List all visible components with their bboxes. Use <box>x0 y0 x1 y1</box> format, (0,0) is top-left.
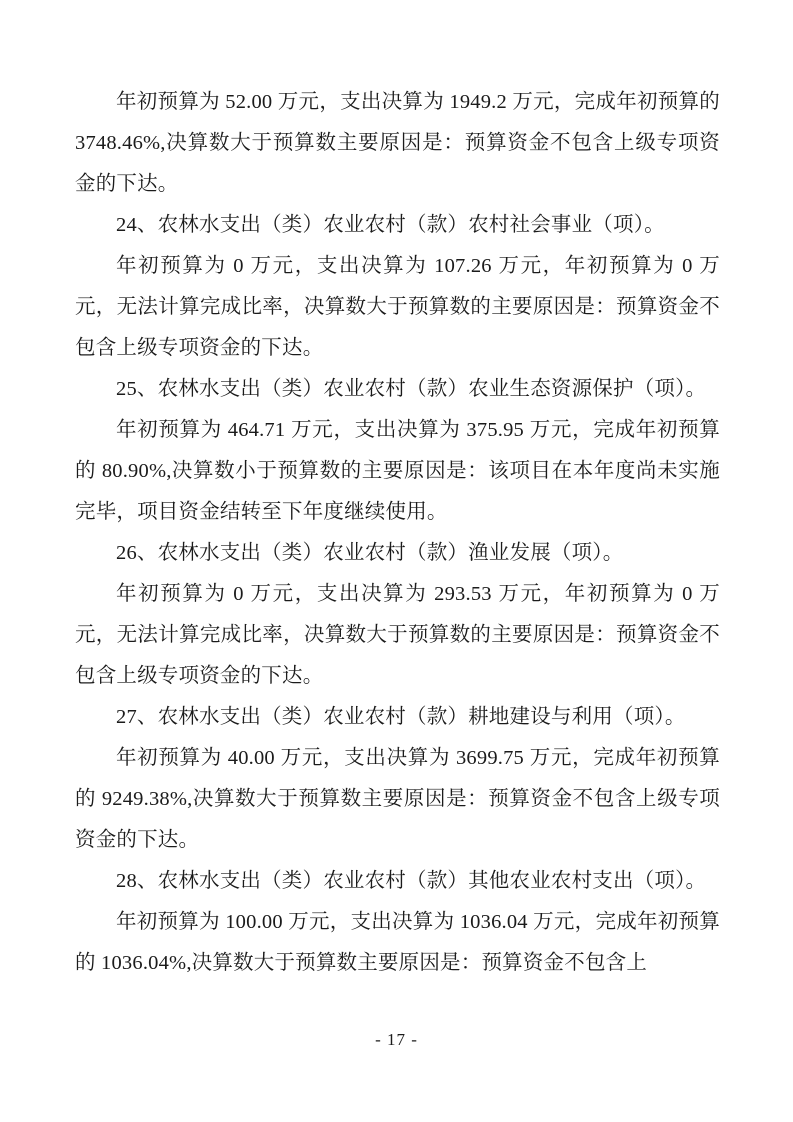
paragraph: 25、农林水支出（类）农业农村（款）农业生态资源保护（项）。 <box>116 378 707 400</box>
paragraph: 年初预算为 0 万元，支出决算为 293.53 万元，年初预算为 0 万元，无法计算完成比率，决算数大于预算数的主要原因是：预算资金不包含上级专项资金的下达。 <box>75 583 720 687</box>
page-number: - 17 - <box>375 1030 418 1049</box>
paragraph: 28、农林水支出（类）农业农村（款）其他农业农村支出（项）。 <box>116 870 707 892</box>
paragraph: 年初预算为 464.71 万元，支出决算为 375.95 万元，完成年初预算的 80.90%,决算数小于预算数的主要原因是：该项目在本年度尚未实施完毕，项目资金结转至下年度继续使用。 <box>75 419 720 523</box>
paragraph: 26、农林水支出（类）农业农村（款）渔业发展（项）。 <box>116 542 624 564</box>
paragraph: 27、农林水支出（类）农业农村（款）耕地建设与利用（项）。 <box>116 706 686 728</box>
paragraph: 年初预算为 40.00 万元，支出决算为 3699.75 万元，完成年初预算的 9249.38%,决算数大于预算数主要原因是：预算资金不包含上级专项资金的下达。 <box>75 747 720 851</box>
paragraph: 年初预算为 100.00 万元，支出决算为 1036.04 万元，完成年初预算的 1036.04%,决算数大于预算数主要原因是：预算资金不包含上 <box>75 911 720 974</box>
paragraph: 年初预算为 0 万元，支出决算为 107.26 万元，年初预算为 0 万元，无法计算完成比率，决算数大于预算数的主要原因是：预算资金不包含上级专项资金的下达。 <box>75 255 720 359</box>
paragraph: 24、农林水支出（类）农业农村（款）农村社会事业（项）。 <box>116 214 665 236</box>
document-body <box>75 82 720 984</box>
paragraph: 年初预算为 52.00 万元，支出决算为 1949.2 万元，完成年初预算的 3748.46%,决算数大于预算数主要原因是：预算资金不包含上级专项资金的下达。 <box>75 91 720 195</box>
